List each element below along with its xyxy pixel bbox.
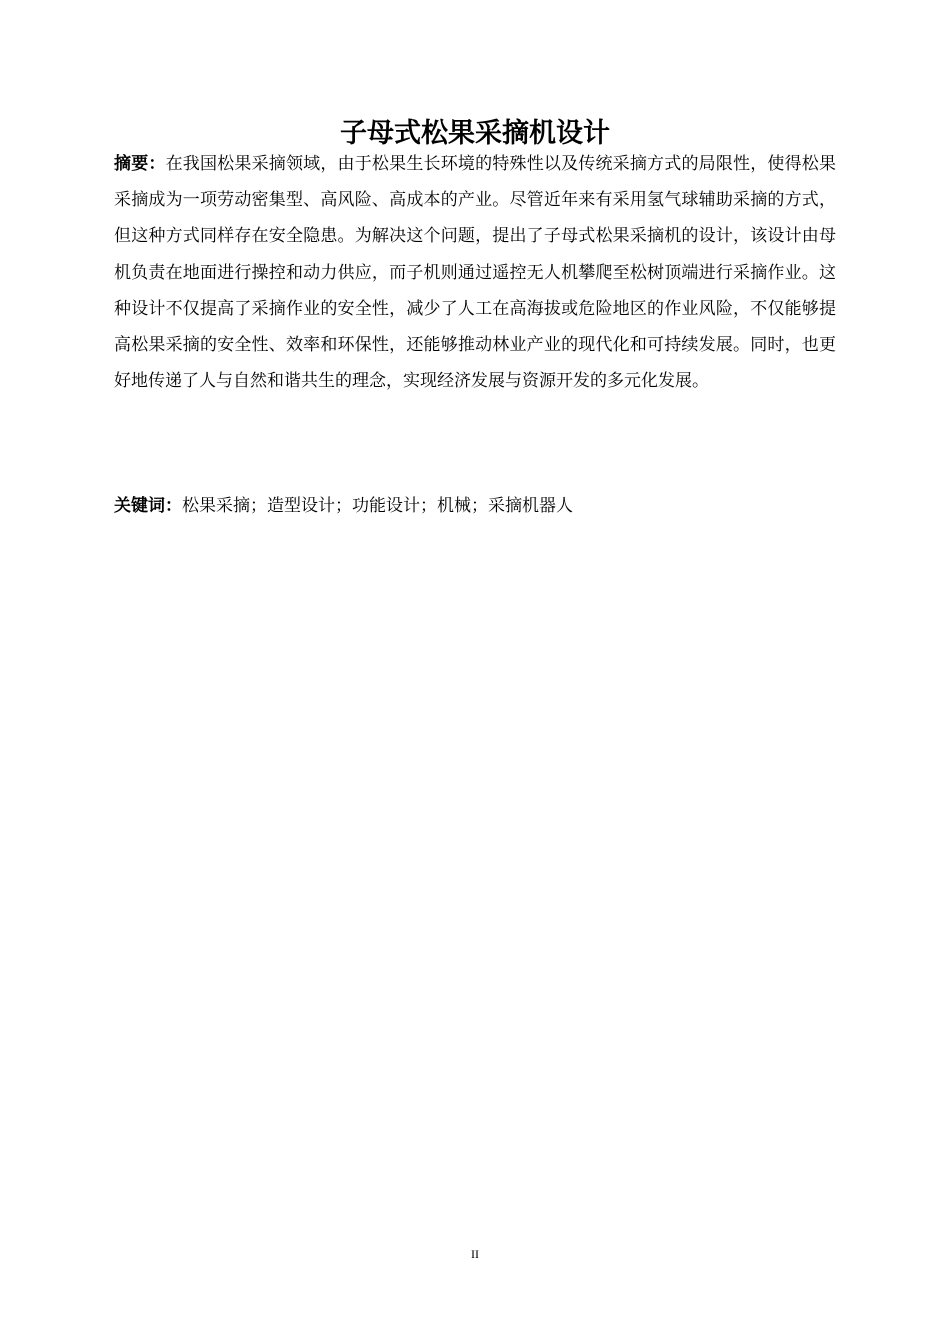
abstract-paragraph: [114, 146, 836, 399]
paper-title: 子母式松果采摘机设计: [340, 118, 610, 149]
page-number: II: [471, 1247, 479, 1261]
keywords-label: [114, 496, 182, 516]
keywords-label-separator: ：: [165, 496, 182, 516]
abstract-text: 在我国松果采摘领域，由于松果生长环境的特殊性以及传统采摘方式的局限性，使得松果采摘成为一项劳动密集型、高风险、高成本的产业。尽管近年来有采用氢气球辅助采摘的方式，但这种方式同样存在安全隐患。为解决这个问题，提出了子母式松果采摘机的设计，该设计由母机负责在地面进行操控和动力供应，而子机则通过遥控无人机攀爬至松树顶端进行采摘作业。这种设计不仅提高了采摘作业的安全性，减少了人工在高海拔或危险地区的作业风险，不仅能够提高松果采摘的安全性、效率和环保性，还能够推动林业产业的现代化和可持续发展。同时，也更好地传递了人与自然和谐共生的理念，实现经济发展与资源开发的多元化发展。: [114, 154, 837, 392]
abstract-label-text: 摘要: [114, 154, 149, 174]
keywords-label-text: 关键词: [114, 496, 165, 516]
keywords-text: 松果采摘；造型设计；功能设计；机械；采摘机器人: [182, 496, 573, 516]
keywords-paragraph: [114, 488, 836, 524]
abstract-label-separator: ：: [148, 154, 166, 174]
abstract-label: [114, 154, 166, 174]
